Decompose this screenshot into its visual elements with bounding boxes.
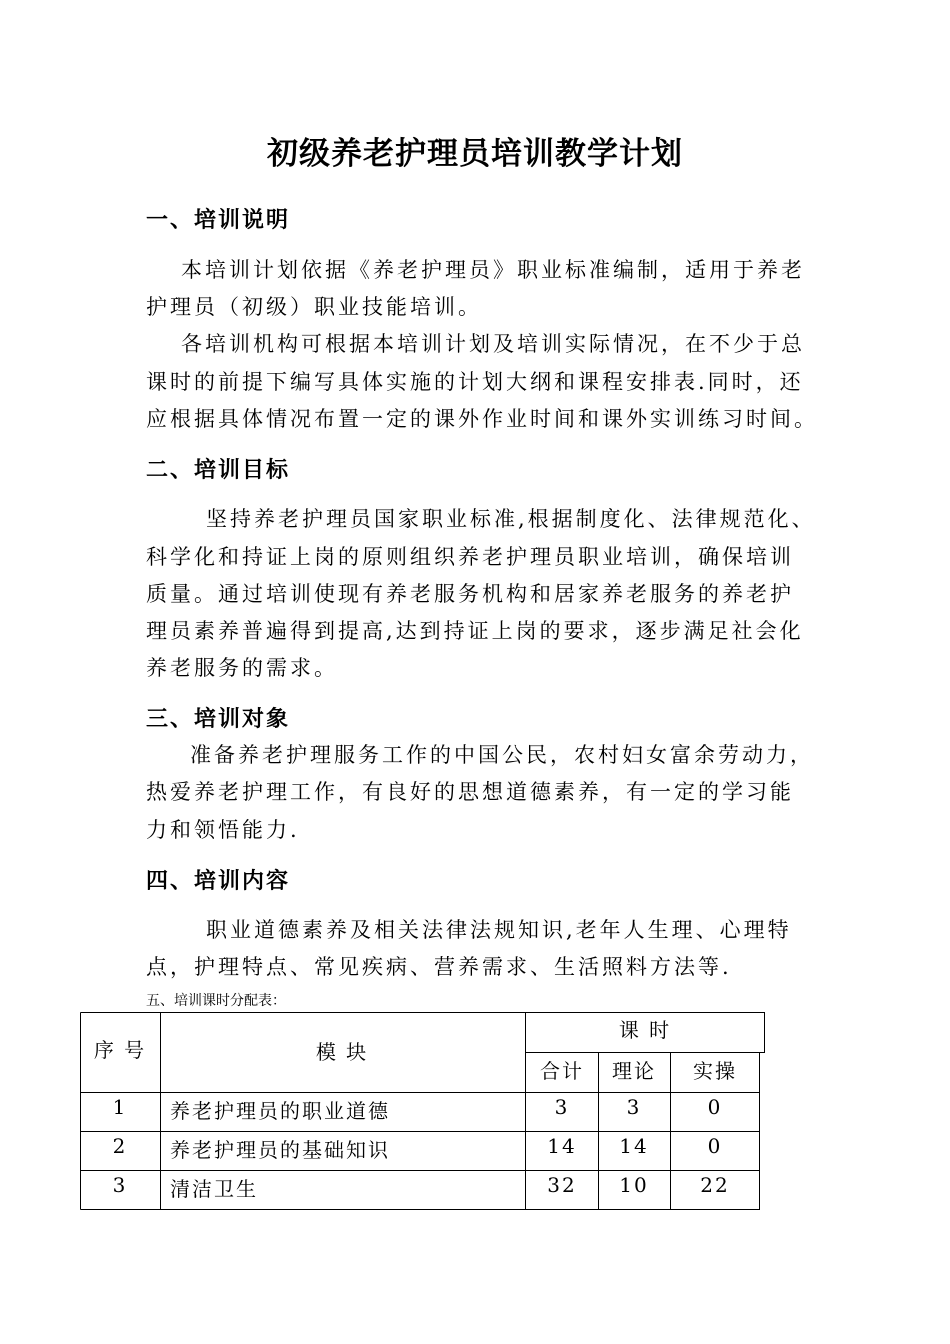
header-index: 序 号: [93, 1038, 147, 1062]
table-row-total: 14: [547, 1134, 577, 1158]
page-title: 初级养老护理员培训教学计划: [267, 136, 683, 172]
table-caption: 五、培训课时分配表：: [146, 993, 286, 1009]
hours-allocation-table: [80, 1012, 760, 1209]
table-row-index: 3: [112, 1173, 128, 1197]
paragraph-line: 力和领悟能力.: [146, 818, 300, 842]
section-heading-audience: 三、培训对象: [146, 707, 291, 732]
paragraph-line: 准备养老护理服务工作的中国公民，农村妇女富余劳动力，: [190, 743, 814, 767]
paragraph-line: 理员素养普遍得到提高,达到持证上岗的要求，逐步满足社会化: [146, 619, 804, 643]
table-row-total: 32: [547, 1173, 577, 1197]
section-heading-content: 四、培训内容: [146, 869, 291, 894]
paragraph-line: 应根据具体情况布置一定的课外作业时间和课外实训练习时间。: [146, 407, 818, 431]
paragraph-line: 职业道德素养及相关法律法规知识,老年人生理、心理特: [206, 918, 792, 942]
table-row-theory: 10: [619, 1173, 649, 1197]
paragraph-line: 科学化和持证上岗的原则组织养老护理员职业培训，确保培训: [146, 545, 794, 569]
header-practice: 实操: [693, 1059, 737, 1083]
table-row-theory: 3: [626, 1095, 642, 1119]
paragraph-line: 质量。通过培训使现有养老服务机构和居家养老服务的养老护: [146, 582, 794, 606]
paragraph-line: 点，护理特点、常见疾病、营养需求、生活照料方法等.: [146, 955, 732, 979]
header-theory: 理论: [612, 1059, 656, 1083]
table-row-index: 2: [112, 1134, 128, 1158]
header-module: 模 块: [315, 1040, 369, 1064]
paragraph-line: 各培训机构可根据本培训计划及培训实际情况，在不少于总: [181, 332, 805, 356]
table-row-practice: 22: [700, 1173, 730, 1197]
paragraph-line: 热爱养老护理工作，有良好的思想道德素养，有一定的学习能: [146, 780, 794, 804]
paragraph-line: 本培训计划依据《养老护理员》职业标准编制，适用于养老: [181, 258, 805, 282]
paragraph-line: 坚持养老护理员国家职业标准,根据制度化、法律规范化、: [206, 507, 816, 531]
paragraph-line: 养老服务的需求。: [146, 656, 338, 680]
table-row-module: 清洁卫生: [170, 1177, 258, 1201]
table-row-module: 养老护理员的职业道德: [170, 1099, 390, 1123]
section-heading-explanation: 一、培训说明: [146, 208, 291, 233]
table-row-practice: 0: [707, 1134, 723, 1158]
table-row-index: 1: [112, 1095, 128, 1119]
header-hours: 课 时: [618, 1018, 672, 1042]
section-heading-goals: 二、培训目标: [146, 458, 291, 483]
header-total: 合计: [540, 1059, 584, 1083]
paragraph-line: 护理员（初级）职业技能培训。: [146, 295, 482, 319]
table-row-module: 养老护理员的基础知识: [170, 1138, 390, 1162]
paragraph-line: 课时的前提下编写具体实施的计划大纲和课程安排表.同时，还: [146, 370, 804, 394]
table-row-theory: 14: [619, 1134, 649, 1158]
table-row-total: 3: [554, 1095, 570, 1119]
table-row-practice: 0: [707, 1095, 723, 1119]
